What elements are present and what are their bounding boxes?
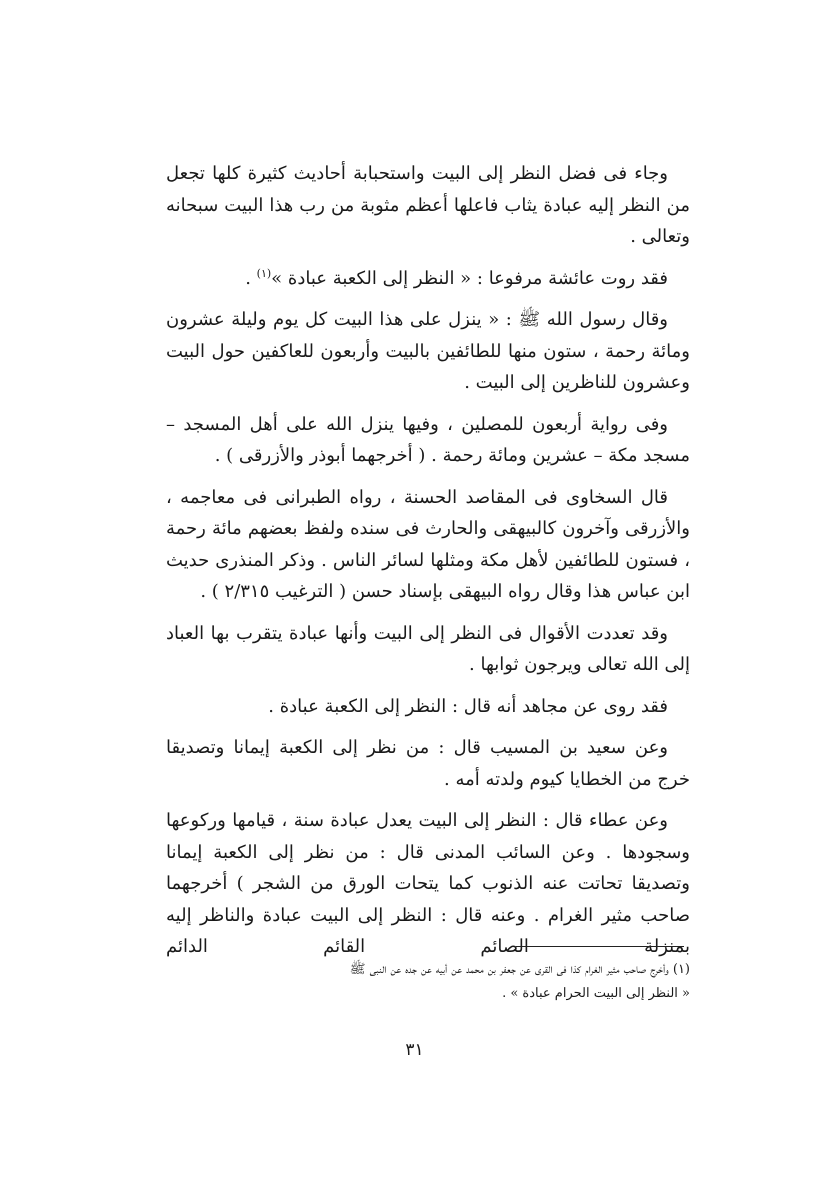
paragraph-2-tail: .: [245, 267, 257, 289]
page-number: ٣١: [405, 1040, 424, 1060]
paragraph-2: [166, 263, 690, 295]
paragraph-1: وجاء فى فضل النظر إلى البيت واستحبابة أحاديث كثيرة كلها تجعل من النظر إليه عبادة يثاب فاعلها أعظم مثوبة من رب هذا البيت سبحانه وتعالى .: [166, 163, 690, 247]
main-text: [166, 158, 690, 963]
paragraph-8: وعن سعيد بن المسيب قال : من نظر إلى الكعبة إيمانا وتصديقا خرج من الخطايا كيوم ولدته أمه .: [166, 737, 690, 790]
paragraph-4: وفى رواية أربعون للمصلين ، وفيها ينزل الله على أهل المسجد – مسجد مكة – عشرين ومائة رحمة . ( أخرجهما أبوذر والأزرقى ) .: [166, 413, 690, 466]
paragraph-2-text: فقد روت عائشة مرفوعا : « النظر إلى الكعبة عبادة »: [271, 267, 668, 289]
paragraph-3: وقال رسول الله ﷺ : « ينزل على هذا البيت كل يوم وليلة عشرون ومائة رحمة ، ستون منها للطائفين بالبيت وأربعون للعاكفين حول البيت وعشرون للناظرين إلى البيت .: [166, 309, 690, 393]
footnote-reference[interactable]: (١): [256, 266, 272, 280]
footnote-line-1: (١) وأخرج صاحب مثير الغرام كذا فى القرى عن جعفر بن محمد عن أبيه عن جده عن النبى ﷺ: [349, 962, 690, 977]
footnote-line-2: « النظر إلى البيت الحرام عبادة » .: [502, 986, 690, 1001]
paragraph-6: وقد تعددت الأقوال فى النظر إلى البيت وأنها عبادة يتقرب بها العباد إلى الله تعالى ويرجون ثوابها .: [166, 622, 690, 675]
footnote-divider: [516, 946, 684, 947]
paragraph-7: فقد روى عن مجاهد أنه قال : النظر إلى الكعبة عبادة .: [268, 695, 668, 717]
paragraph-9: وعن عطاء قال : النظر إلى البيت يعدل عبادة سنة ، قيامها وركوعها وسجودها . وعن السائب المدنى قال : من نظر إلى الكعبة إيمانا وتصديقا تحاتت عنه الذنوب كما يتحات الورق من الشجر ) أخرجهما صاحب مثير الغرام . وعنه قال : النظر إلى البيت عبادة والناظر إليه بمنزلة الصائم القائم الدائم: [166, 810, 690, 957]
footnote: [166, 958, 690, 1006]
paragraph-5: قال السخاوى فى المقاصد الحسنة ، رواه الطبرانى فى معاجمه ، والأزرقى وآخرون كالبيهقى والحارث فى سنده ولفظ بعضهم مائة رحمة ، فستون للطائفين لأهل مكة ومثلها لسائر الناس . وذكر المنذرى حديث ابن عباس هذا وقال رواه البيهقى بإسناد حسن ( الترغيب ٢/٣١٥ ) .: [166, 486, 690, 602]
